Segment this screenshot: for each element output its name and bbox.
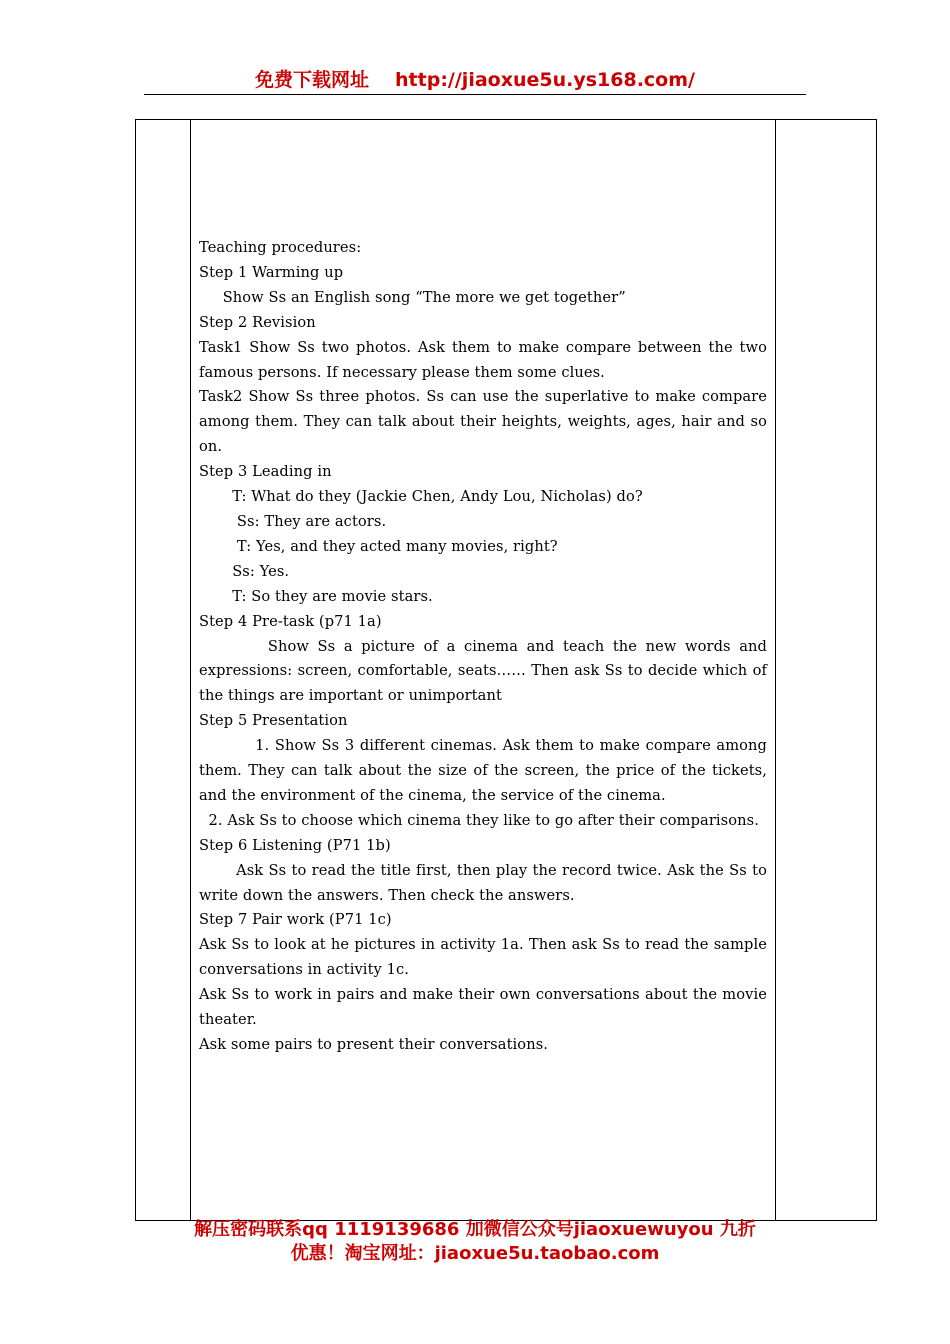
- footer-line-1: 解压密码联系qq 1119139686 加微信公众号jiaoxuewuyou 九折: [194, 1219, 756, 1240]
- procedure-line: Step 1 Warming up: [199, 263, 344, 281]
- footer-banner: [0, 1218, 950, 1266]
- procedure-paragraph: 1. Show Ss 3 different cinemas. Ask them to make compare among them. They can talk about the size of the screen, the price of the tickets, and the environment of the cinema, the service of the cinema.: [199, 737, 772, 804]
- dialogue-line: Ss: Yes.: [199, 562, 290, 580]
- header-url-link[interactable]: http://jiaoxue5u.ys168.com/: [395, 69, 695, 91]
- procedure-paragraph: 2. Ask Ss to choose which cinema they like to go after their comparisons.: [199, 811, 759, 829]
- procedure-paragraph: Ask Ss to work in pairs and make their own conversations about the movie theater.: [199, 986, 772, 1029]
- procedure-line: Step 2 Revision: [199, 313, 316, 331]
- table-column-divider-1: [190, 119, 191, 1221]
- procedure-line: Step 5 Presentation: [199, 712, 348, 730]
- procedure-paragraph: Ask Ss to look at he pictures in activity 1a. Then ask Ss to read the sample conversations in activity 1c.: [199, 936, 772, 979]
- procedure-line: Show Ss an English song “The more we get together”: [199, 288, 626, 306]
- procedure-paragraph: Show Ss a picture of a cinema and teach the new words and expressions: screen, comfortable, seats…… Then ask Ss to decide which of the things are important or unimportant: [199, 637, 772, 705]
- table-left-border: [135, 119, 136, 1221]
- procedure-line: Ask some pairs to present their conversations.: [199, 1036, 549, 1053]
- procedure-paragraph: Task1 Show Ss two photos. Ask them to make compare between the two famous persons. If necessary please them some clues.: [199, 338, 772, 381]
- teaching-procedures-cell: [199, 236, 772, 1058]
- table-column-divider-2: [775, 119, 776, 1221]
- table-top-border: [135, 119, 877, 120]
- header-divider: [144, 94, 806, 95]
- procedure-paragraph: Task2 Show Ss three photos. Ss can use the superlative to make compare among them. They can talk about their heights, weights, ages, hair and so on.: [199, 388, 772, 456]
- procedure-line: Teaching procedures:: [199, 239, 362, 256]
- dialogue-line: T: Yes, and they acted many movies, right?: [199, 537, 558, 555]
- footer-line-2: 优惠！淘宝网址：jiaoxue5u.taobao.com: [290, 1243, 660, 1264]
- table-right-border: [876, 119, 877, 1221]
- dialogue-line: T: What do they (Jackie Chen, Andy Lou, Nicholas) do?: [199, 488, 643, 506]
- procedure-paragraph: Ask Ss to read the title first, then play the record twice. Ask the Ss to write down the answers. Then check the answers.: [199, 861, 772, 904]
- header-banner: [0, 66, 950, 94]
- procedure-line: Step 7 Pair work (P71 1c): [199, 911, 392, 929]
- procedure-line: Step 3 Leading in: [199, 463, 332, 481]
- procedure-line: Step 6 Listening (P71 1b): [199, 836, 391, 854]
- dialogue-line: T: So they are movie stars.: [199, 587, 433, 605]
- header-label: 免费下载网址: [255, 69, 370, 91]
- dialogue-line: Ss: They are actors.: [199, 512, 387, 530]
- procedure-line: Step 4 Pre-task (p71 1a): [199, 612, 382, 630]
